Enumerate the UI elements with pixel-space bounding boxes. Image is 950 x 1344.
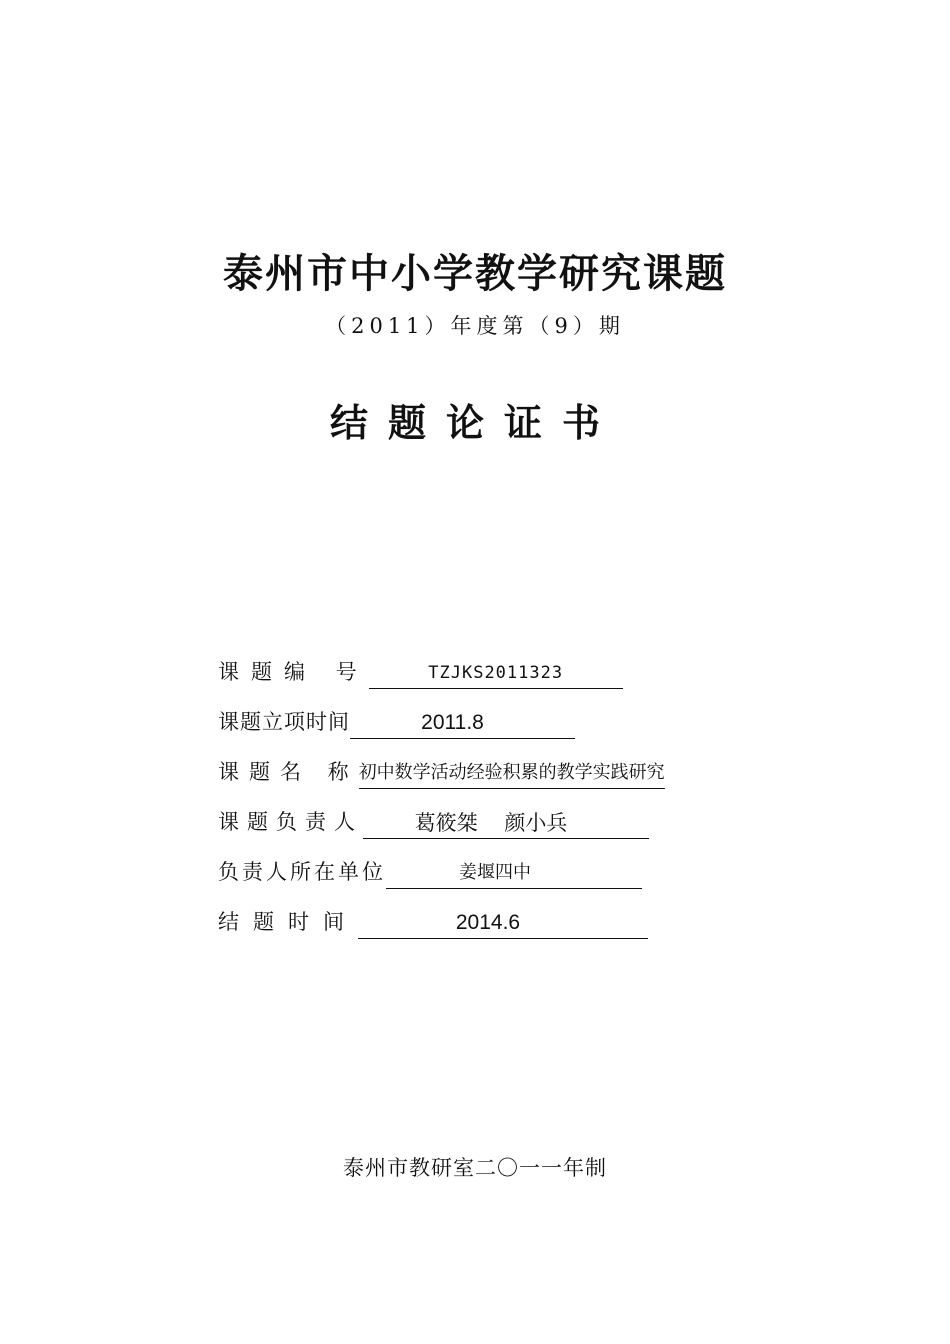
document-type-title: 结题论证书 xyxy=(329,401,620,445)
project-info-fields xyxy=(218,655,778,955)
field-value: 初中数学活动经验积累的教学实践研究 xyxy=(359,758,665,789)
field-label: 课题立项时间 xyxy=(218,710,350,734)
field-leader-unit xyxy=(218,855,778,889)
document-subtitle: （2011）年度第（9）期 xyxy=(325,314,625,338)
document-footer: 泰州市教研室二〇一一年制 xyxy=(343,1156,607,1180)
field-label: 课题名 称 xyxy=(218,760,359,784)
field-value: 2011.8 xyxy=(350,708,575,739)
field-value: 葛筱桀 颜小兵 xyxy=(363,808,649,839)
field-value: 2014.6 xyxy=(358,908,648,939)
field-label: 课题负责人 xyxy=(218,810,363,834)
field-label: 负责人所在单位 xyxy=(218,860,386,884)
document-main-title: 泰州市中小学教学研究课题 xyxy=(223,251,727,297)
field-label: 课题编 号 xyxy=(218,660,369,684)
field-completion-date xyxy=(218,905,778,939)
field-label: 结题时间 xyxy=(218,910,358,934)
field-project-leader xyxy=(218,805,778,839)
field-value: 姜堰四中 xyxy=(386,858,642,889)
field-approval-date xyxy=(218,705,778,739)
field-value: TZJKS2011323 xyxy=(369,658,623,689)
field-project-number xyxy=(218,655,778,689)
field-project-name xyxy=(218,755,778,789)
